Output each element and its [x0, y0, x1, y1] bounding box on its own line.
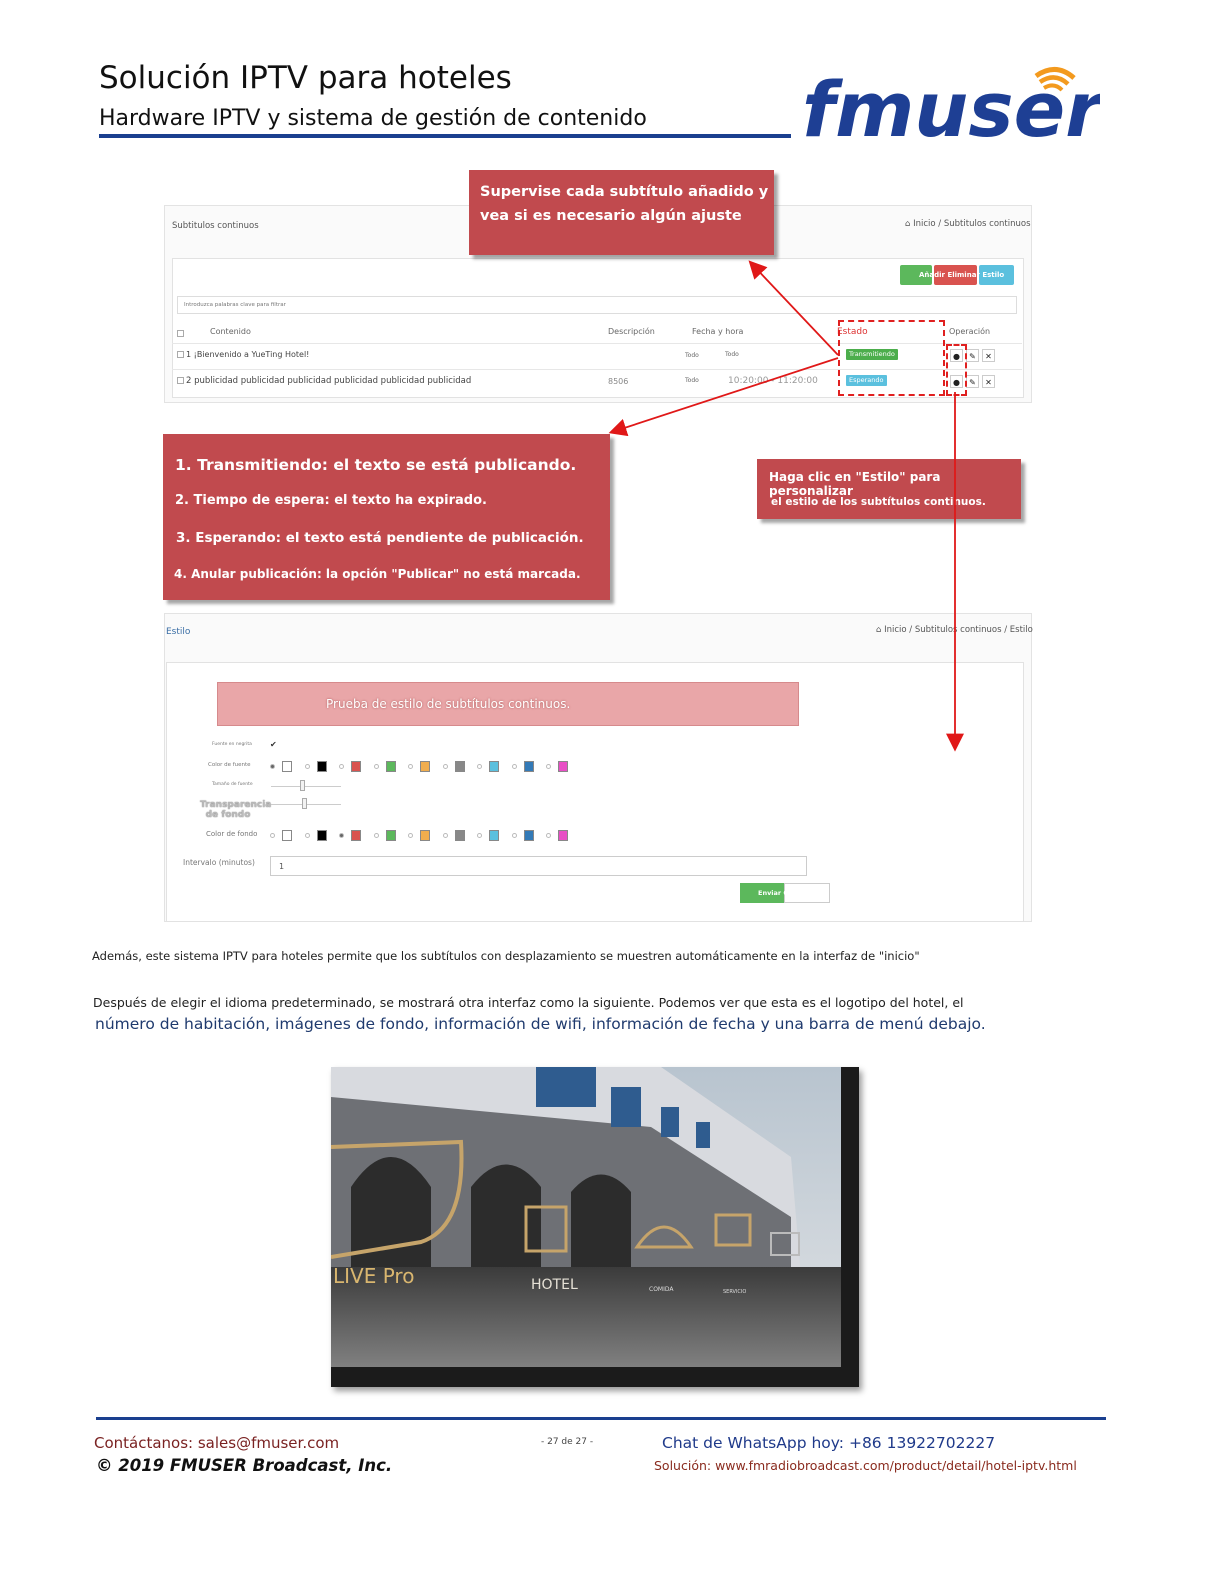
row-number: 1 [186, 350, 192, 359]
paragraph-scroll-subtitles: Además, este sistema IPTV para hoteles permite que los subtítulos con desplazamiento se muestren automáticamente en la interfaz de "inicio" [92, 949, 920, 963]
bold-label: Fuente en negrita [212, 742, 252, 747]
status-badge: Transmitiendo [846, 349, 898, 360]
callout-monitor-line1: Supervise cada subtítulo añadido y [480, 184, 769, 200]
callout-monitor-line2: vea si es necesario algún ajuste [480, 208, 742, 224]
home-icon: ⌂ [905, 219, 914, 229]
hotel-tv-photo [331, 1067, 859, 1387]
bg-transparency-label: Transparencia de fondo [200, 800, 272, 820]
row-time: 10:20:00 - 11:20:00 [728, 376, 818, 386]
footer-divider [96, 1417, 1106, 1420]
col-header-datetime: Fecha y hora [692, 327, 744, 336]
row-date: Todo [685, 352, 699, 359]
copyright: © 2019 FMUSER Broadcast, Inc. [96, 1456, 393, 1475]
interval-label: Intervalo (minutos) [183, 858, 255, 867]
user-icon: ● [953, 352, 960, 361]
add-label: Añadir [919, 271, 945, 279]
row-number: 2 [186, 376, 192, 386]
bold-checkbox[interactable]: ✔ [270, 740, 277, 749]
row-content: publicidad publicidad publicidad publicidad publicidad publicidad [194, 376, 472, 386]
style-label: Estilo [982, 271, 1005, 279]
whatsapp-contact[interactable]: Chat de WhatsApp hoy: +86 13922702227 [662, 1434, 996, 1452]
style-hint-line1: Haga clic en "Estilo" para personalizar [769, 470, 941, 498]
paragraph-home-interface: Después de elegir el idioma predeterminado, se mostrará otra interfaz como la siguiente. Podemos ver que esta es el logotipo del hotel, el [93, 995, 964, 1010]
delete-label: Eliminar [947, 271, 980, 279]
close-icon: ✕ [985, 378, 992, 387]
status-item-3: 3. Esperando: el texto está pendiente de publicación. [176, 530, 584, 546]
servicio-label: SERVICIO [723, 1289, 747, 1295]
bg-color-label: Color de fondo [206, 830, 258, 838]
arrow-to-monitor-callout [751, 263, 838, 355]
breadcrumb-text: Inicio / Subtitulos continuos / Estilo [884, 625, 1033, 635]
col-header-content: Contenido [210, 327, 251, 336]
style-hint-line2: el estilo de los subtítulos continuos. [771, 496, 986, 508]
col-header-status: Estado [837, 327, 868, 337]
contact-email[interactable]: Contáctanos: sales@fmuser.com [94, 1434, 340, 1452]
filter-input[interactable]: Introduzca palabras clave para filtrar [177, 296, 1017, 314]
status-item-1: 1. Transmitiendo: el texto se está publicando. [175, 456, 577, 474]
pencil-icon: ✎ [969, 378, 976, 387]
pencil-icon: ✎ [969, 352, 976, 361]
panel2-title: Estilo [166, 627, 191, 637]
row-content: ¡Bienvenido a YueTing Hotel! [193, 350, 310, 359]
col-header-operation: Operación [949, 327, 991, 336]
arrow-to-status-callout [612, 358, 838, 432]
status-badge: Esperando [846, 375, 887, 386]
status-item-4: 4. Anular publicación: la opción "Publicar" no está marcada. [174, 567, 581, 581]
solution-link[interactable]: Solución: www.fmradiobroadcast.com/product/detail/hotel-iptv.html [654, 1458, 1077, 1473]
style-preview-text: Prueba de estilo de subtítulos continuos. [326, 697, 571, 711]
logo-wordmark: fmuser [802, 65, 1100, 144]
font-color-label: Color de fuente [208, 762, 251, 768]
home-icon: ⌂ [876, 625, 885, 635]
hotel-label: HOTEL [531, 1277, 578, 1293]
page-title: Solución IPTV para hoteles [99, 60, 512, 96]
page-number: - 27 de 27 - [541, 1437, 594, 1447]
live-pro-label: LIVE Pro [333, 1264, 415, 1288]
user-icon: ● [953, 378, 960, 387]
paragraph-home-interface-cont: número de habitación, imágenes de fondo, información de wifi, información de fecha y una barra de menú debajo. [95, 1015, 986, 1033]
status-item-2: 2. Tiempo de espera: el texto ha expirado. [175, 493, 487, 508]
submit-label: Enviar [758, 889, 782, 897]
cancel-label: Cancelar [783, 889, 816, 897]
row-description: 8506 [608, 377, 629, 386]
page-subtitle: Hardware IPTV y sistema de gestión de contenido [99, 106, 647, 131]
breadcrumb-text: Inicio / Subtitulos continuos [913, 219, 1031, 229]
panel1-title: Subtitulos continuos [172, 221, 259, 231]
comida-label: COMIDA [649, 1286, 674, 1293]
interval-input[interactable]: 1 [270, 856, 807, 876]
col-header-description: Descripción [608, 327, 655, 336]
row-time: Todo [725, 351, 739, 358]
row-date: Todo [685, 377, 699, 384]
close-icon: ✕ [985, 352, 992, 361]
font-size-label: Tamaño de fuente [212, 782, 253, 787]
